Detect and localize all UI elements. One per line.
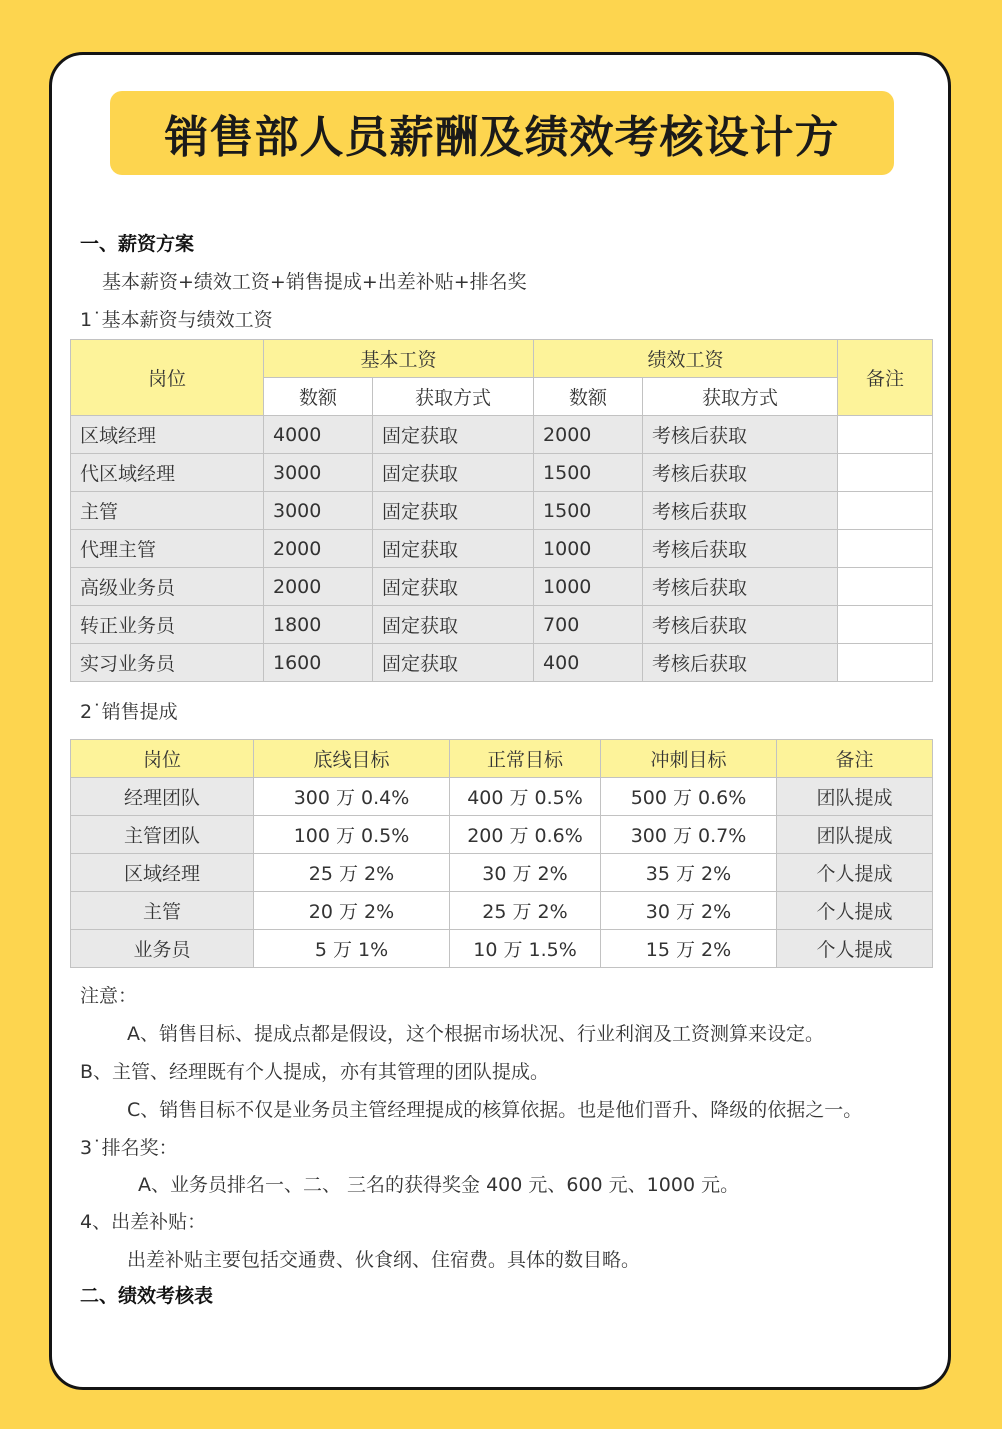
header-note: 备注 <box>838 340 933 416</box>
commission-header: 底线目标 <box>254 740 450 778</box>
commission-cell: 200 万 0.6% <box>450 816 601 854</box>
salary-cell <box>838 644 933 682</box>
salary-cell: 3000 <box>264 492 373 530</box>
subheading-ranking: 3˙排名奖： <box>80 1137 178 1159</box>
commission-row <box>71 892 933 930</box>
subheading-base-salary: 1˙基本薪资与绩效工资 <box>80 309 273 331</box>
commission-cell: 300 万 0.4% <box>254 778 450 816</box>
salary-cell: 考核后获取 <box>643 492 838 530</box>
document-card <box>49 52 951 1390</box>
salary-cell: 1000 <box>534 530 643 568</box>
commission-cell: 个人提成 <box>777 854 933 892</box>
subheading-travel: 4、出差补贴： <box>80 1211 207 1233</box>
salary-cell: 固定获取 <box>373 644 534 682</box>
salary-cell: 1800 <box>264 606 373 644</box>
salary-cell: 固定获取 <box>373 568 534 606</box>
salary-cell <box>838 492 933 530</box>
commission-cell: 区域经理 <box>71 854 254 892</box>
commission-cell: 30 万 2% <box>450 854 601 892</box>
salary-row <box>71 530 933 568</box>
commission-cell: 20 万 2% <box>254 892 450 930</box>
salary-cell: 2000 <box>534 416 643 454</box>
salary-cell <box>838 606 933 644</box>
header-base-method: 获取方式 <box>373 378 534 416</box>
commission-cell: 300 万 0.7% <box>601 816 777 854</box>
salary-cell: 1500 <box>534 454 643 492</box>
salary-formula: 基本薪资+绩效工资+销售提成+出差补贴+排名奖 <box>102 271 527 293</box>
salary-cell: 1500 <box>534 492 643 530</box>
ranking-bonus-text: A、业务员排名一、二、 三名的获得奖金 400 元、600 元、1000 元。 <box>138 1174 740 1196</box>
salary-row <box>71 492 933 530</box>
header-perf-amount: 数额 <box>534 378 643 416</box>
salary-cell: 固定获取 <box>373 416 534 454</box>
commission-cell: 25 万 2% <box>254 854 450 892</box>
commission-cell: 团队提成 <box>777 816 933 854</box>
subheading-commission: 2˙销售提成 <box>80 701 178 723</box>
note-a: A、销售目标、提成点都是假设，这个根据市场状况、行业利润及工资测算来设定。 <box>127 1023 824 1045</box>
salary-cell <box>838 568 933 606</box>
note-b: B、主管、经理既有个人提成，亦有其管理的团队提成。 <box>80 1061 550 1083</box>
commission-cell: 400 万 0.5% <box>450 778 601 816</box>
salary-row <box>71 644 933 682</box>
commission-cell: 30 万 2% <box>601 892 777 930</box>
salary-cell: 1000 <box>534 568 643 606</box>
salary-cell: 固定获取 <box>373 606 534 644</box>
note-c: C、销售目标不仅是业务员主管经理提成的核算依据。也是他们晋升、降级的依据之一。 <box>127 1099 863 1121</box>
notes-label: 注意： <box>80 985 138 1007</box>
commission-cell: 25 万 2% <box>450 892 601 930</box>
commission-header: 岗位 <box>71 740 254 778</box>
salary-cell: 固定获取 <box>373 454 534 492</box>
salary-table <box>70 339 933 682</box>
salary-cell <box>838 530 933 568</box>
salary-row <box>71 454 933 492</box>
salary-cell: 考核后获取 <box>643 568 838 606</box>
commission-header: 冲刺目标 <box>601 740 777 778</box>
header-position: 岗位 <box>71 340 264 416</box>
salary-cell: 3000 <box>264 454 373 492</box>
commission-header: 备注 <box>777 740 933 778</box>
salary-cell: 4000 <box>264 416 373 454</box>
page-title: 销售部人员薪酬及绩效考核设计方 <box>164 112 840 163</box>
salary-cell: 2000 <box>264 530 373 568</box>
commission-cell: 主管团队 <box>71 816 254 854</box>
commission-row <box>71 854 933 892</box>
commission-cell: 个人提成 <box>777 930 933 968</box>
salary-row <box>71 606 933 644</box>
salary-cell: 高级业务员 <box>71 568 264 606</box>
salary-cell: 考核后获取 <box>643 644 838 682</box>
commission-header: 正常目标 <box>450 740 601 778</box>
salary-cell <box>838 416 933 454</box>
salary-row <box>71 568 933 606</box>
salary-cell: 实习业务员 <box>71 644 264 682</box>
salary-cell: 区域经理 <box>71 416 264 454</box>
header-base-amount: 数额 <box>264 378 373 416</box>
salary-cell: 主管 <box>71 492 264 530</box>
commission-cell: 15 万 2% <box>601 930 777 968</box>
header-base-salary: 基本工资 <box>264 340 534 378</box>
salary-cell: 固定获取 <box>373 492 534 530</box>
salary-cell: 400 <box>534 644 643 682</box>
commission-cell: 100 万 0.5% <box>254 816 450 854</box>
commission-cell: 10 万 1.5% <box>450 930 601 968</box>
salary-cell: 代理主管 <box>71 530 264 568</box>
salary-cell: 700 <box>534 606 643 644</box>
salary-cell: 1600 <box>264 644 373 682</box>
salary-cell: 考核后获取 <box>643 530 838 568</box>
commission-row <box>71 816 933 854</box>
section2-heading: 二、绩效考核表 <box>80 1285 214 1307</box>
header-perf-method: 获取方式 <box>643 378 838 416</box>
commission-cell: 团队提成 <box>777 778 933 816</box>
commission-cell: 35 万 2% <box>601 854 777 892</box>
commission-row <box>71 930 933 968</box>
salary-row <box>71 416 933 454</box>
commission-cell: 500 万 0.6% <box>601 778 777 816</box>
salary-cell: 2000 <box>264 568 373 606</box>
salary-cell: 考核后获取 <box>643 454 838 492</box>
commission-table <box>70 739 933 968</box>
salary-cell: 固定获取 <box>373 530 534 568</box>
salary-cell: 代区域经理 <box>71 454 264 492</box>
commission-row <box>71 778 933 816</box>
header-performance-salary: 绩效工资 <box>534 340 838 378</box>
salary-cell <box>838 454 933 492</box>
commission-cell: 个人提成 <box>777 892 933 930</box>
section1-heading: 一、薪资方案 <box>80 233 195 255</box>
commission-cell: 5 万 1% <box>254 930 450 968</box>
travel-allowance-text: 出差补贴主要包括交通费、伙食纲、住宿费。具体的数目略。 <box>127 1249 641 1271</box>
salary-cell: 考核后获取 <box>643 416 838 454</box>
salary-cell: 考核后获取 <box>643 606 838 644</box>
salary-cell: 转正业务员 <box>71 606 264 644</box>
title-banner <box>110 91 894 175</box>
commission-cell: 业务员 <box>71 930 254 968</box>
commission-cell: 经理团队 <box>71 778 254 816</box>
commission-cell: 主管 <box>71 892 254 930</box>
